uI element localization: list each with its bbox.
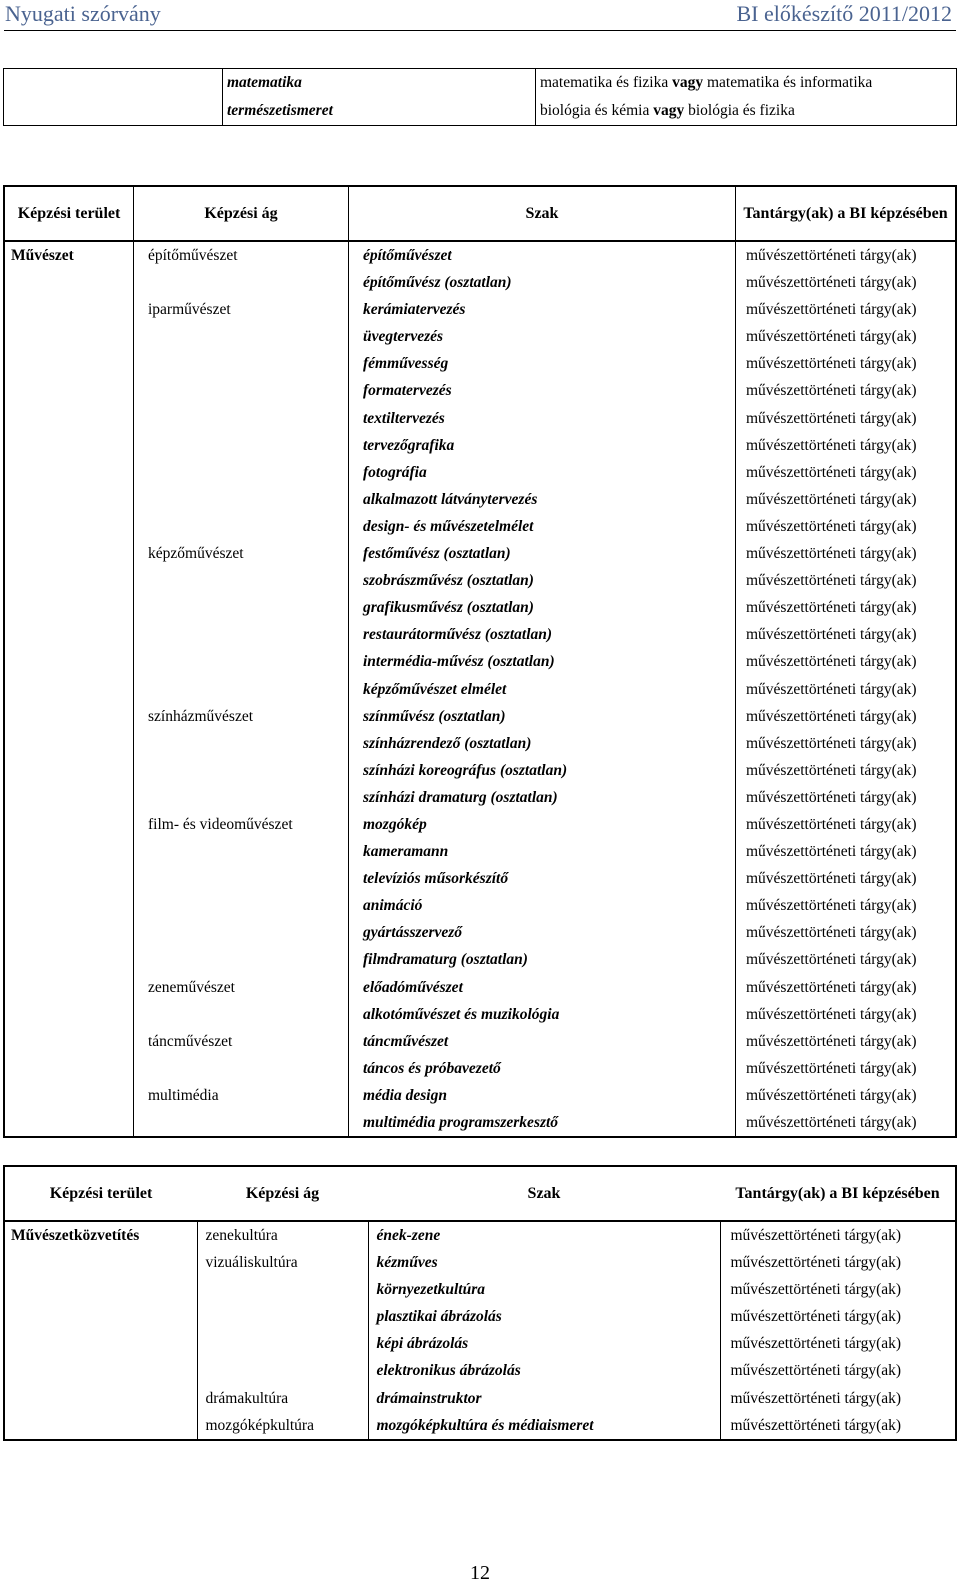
subject-cell: művészettörténeti tárgy(ak) <box>746 355 917 373</box>
area-cell <box>4 405 134 432</box>
table-header-row <box>4 1166 956 1221</box>
table-row <box>4 1330 956 1357</box>
branch-cell <box>134 838 349 865</box>
subject-cell: művészettörténeti tárgy(ak) <box>746 680 917 698</box>
area-cell <box>4 757 134 784</box>
header-branch: Képzési ág <box>197 1166 368 1221</box>
table-row <box>4 567 956 594</box>
table-row <box>4 865 956 892</box>
table-row <box>4 1249 956 1276</box>
program-cell: üvegtervezés <box>349 323 736 350</box>
area-cell <box>4 377 134 404</box>
subject-cell: művészettörténeti tárgy(ak) <box>746 761 917 779</box>
branch-cell <box>134 946 349 973</box>
branch-cell <box>134 621 349 648</box>
subject-cell: művészettörténeti tárgy(ak) <box>746 788 917 806</box>
subject-cell: művészettörténeti tárgy(ak) <box>746 1086 917 1104</box>
area-cell <box>4 865 134 892</box>
table-row <box>4 811 956 838</box>
subject-cell: művészettörténeti tárgy(ak) <box>746 545 917 563</box>
table-row <box>4 730 956 757</box>
program-cell: táncos és próbavezető <box>349 1055 736 1082</box>
branch-cell: film- és videoművészet <box>134 811 349 838</box>
header-subject: Tantárgy(ak) a BI képzésében <box>720 1166 956 1221</box>
program-cell: grafikusművész (osztatlan) <box>349 594 736 621</box>
header-right-title: BI előkészítő 2011/2012 <box>736 1 952 26</box>
area-cell <box>4 1001 134 1028</box>
subject-cell: művészettörténeti tárgy(ak) <box>730 1335 902 1353</box>
area-cell <box>4 594 134 621</box>
program-cell: színházrendező (osztatlan) <box>349 730 736 757</box>
program-cell: alkotóművészet és muzikológia <box>349 1001 736 1028</box>
subject-cell: művészettörténeti tárgy(ak) <box>746 328 917 346</box>
branch-cell: drámakultúra <box>197 1385 368 1412</box>
branch-cell <box>134 567 349 594</box>
branch-cell: vizuáliskultúra <box>197 1249 368 1276</box>
branch-cell <box>197 1330 368 1357</box>
subject-cell: művészettörténeti tárgy(ak) <box>746 978 917 996</box>
table-row <box>4 1412 956 1440</box>
table-row <box>4 974 956 1001</box>
program-cell: mozgókép <box>349 811 736 838</box>
area-cell <box>4 432 134 459</box>
program-cell: textiltervezés <box>349 405 736 432</box>
branch-cell <box>134 1109 349 1137</box>
branch-cell <box>134 405 349 432</box>
branch-cell <box>134 1055 349 1082</box>
area-cell: Művészet <box>4 241 134 269</box>
empty-cell <box>4 69 223 98</box>
area-cell <box>4 1330 197 1357</box>
subject-cell: művészettörténeti tárgy(ak) <box>730 1362 902 1380</box>
art-mediation-programs-table <box>3 1165 957 1441</box>
subject-cell: művészettörténeti tárgy(ak) <box>746 653 917 671</box>
table-row <box>4 540 956 567</box>
area-cell <box>4 1082 134 1109</box>
branch-cell: építőművészet <box>134 241 349 269</box>
branch-cell <box>134 1001 349 1028</box>
program-cell: építőművészet <box>349 241 736 269</box>
program-cell: filmdramaturg (osztatlan) <box>349 946 736 973</box>
area-cell <box>4 811 134 838</box>
conjunction-text: vagy <box>672 74 704 91</box>
area-cell <box>4 1028 134 1055</box>
program-cell: ének-zene <box>368 1221 720 1249</box>
subject-cell: művészettörténeti tárgy(ak) <box>746 626 917 644</box>
table-row <box>4 1303 956 1330</box>
area-cell <box>4 946 134 973</box>
subject-cell: művészettörténeti tárgy(ak) <box>746 843 917 861</box>
subject-cell: művészettörténeti tárgy(ak) <box>730 1416 902 1434</box>
program-cell: festőművész (osztatlan) <box>349 540 736 567</box>
header-area: Képzési terület <box>4 1166 197 1221</box>
branch-cell: táncművészet <box>134 1028 349 1055</box>
header-subject: Tantárgy(ak) a BI képzésében <box>736 186 957 241</box>
program-cell: szobrászművész (osztatlan) <box>349 567 736 594</box>
area-cell <box>4 648 134 675</box>
table-row <box>4 350 956 377</box>
program-cell: tervezőgrafika <box>349 432 736 459</box>
table-row <box>4 1082 956 1109</box>
area-cell <box>4 1109 134 1137</box>
header-left-title: Nyugati szórvány <box>5 1 161 26</box>
page-number: 12 <box>470 1562 490 1584</box>
program-cell: mozgóképkultúra és médiaismeret <box>368 1412 720 1440</box>
table-row <box>4 648 956 675</box>
branch-cell: zeneművészet <box>134 974 349 1001</box>
branch-cell <box>134 757 349 784</box>
program-cell: média design <box>349 1082 736 1109</box>
header-program: Szak <box>349 186 736 241</box>
branch-cell: iparművészet <box>134 296 349 323</box>
area-cell <box>4 703 134 730</box>
program-cell: televíziós műsorkészítő <box>349 865 736 892</box>
area-cell <box>4 919 134 946</box>
table-row <box>4 1028 956 1055</box>
table-row <box>4 703 956 730</box>
table-row <box>4 946 956 973</box>
branch-cell: zenekultúra <box>197 1221 368 1249</box>
table-row <box>4 1055 956 1082</box>
area-cell <box>4 459 134 486</box>
program-cell: formatervezés <box>349 377 736 404</box>
table-row <box>4 1276 956 1303</box>
program-cell: környezetkultúra <box>368 1276 720 1303</box>
table-row <box>4 676 956 703</box>
branch-cell <box>134 594 349 621</box>
subject-cell: matematika <box>223 69 536 98</box>
program-cell: drámainstruktor <box>368 1385 720 1412</box>
table-row <box>4 1109 956 1137</box>
subject-cell: művészettörténeti tárgy(ak) <box>746 409 917 427</box>
table-row <box>4 432 956 459</box>
program-cell: multimédia programszerkesztő <box>349 1109 736 1137</box>
subject-cell: művészettörténeti tárgy(ak) <box>730 1227 902 1244</box>
subject-cell: természetismeret <box>223 97 536 126</box>
subject-cell: művészettörténeti tárgy(ak) <box>730 1308 902 1326</box>
empty-cell <box>4 97 223 126</box>
program-cell: színházi koreográfus (osztatlan) <box>349 757 736 784</box>
program-cell: táncművészet <box>349 1028 736 1055</box>
branch-cell <box>134 648 349 675</box>
table-row <box>4 97 957 126</box>
program-cell: képi ábrázolás <box>368 1330 720 1357</box>
subject-cell: művészettörténeti tárgy(ak) <box>746 734 917 752</box>
area-cell <box>4 486 134 513</box>
subject-cell: művészettörténeti tárgy(ak) <box>746 1059 917 1077</box>
option-text: biológia és fizika <box>684 102 795 119</box>
subject-cell: művészettörténeti tárgy(ak) <box>746 870 917 888</box>
table-row <box>4 1385 956 1412</box>
area-cell <box>4 1249 197 1276</box>
subject-cell: művészettörténeti tárgy(ak) <box>730 1281 902 1299</box>
branch-cell <box>134 432 349 459</box>
program-cell: animáció <box>349 892 736 919</box>
area-cell: Művészetközvetítés <box>4 1221 197 1249</box>
area-cell <box>4 1055 134 1082</box>
conjunction-text: vagy <box>653 102 685 119</box>
branch-cell <box>134 459 349 486</box>
table-row <box>4 621 956 648</box>
option-text: biológia és kémia <box>540 102 654 119</box>
area-cell <box>4 1385 197 1412</box>
branch-cell: képzőművészet <box>134 540 349 567</box>
header-branch: Képzési ág <box>134 186 349 241</box>
subject-cell: művészettörténeti tárgy(ak) <box>746 301 917 319</box>
option-text: matematika és fizika <box>540 74 673 91</box>
subject-cell: művészettörténeti tárgy(ak) <box>730 1254 902 1272</box>
branch-cell <box>197 1276 368 1303</box>
branch-cell <box>134 676 349 703</box>
area-cell <box>4 513 134 540</box>
branch-cell <box>134 513 349 540</box>
area-cell <box>4 974 134 1001</box>
program-cell: építőművész (osztatlan) <box>349 269 736 296</box>
branch-cell: színházművészet <box>134 703 349 730</box>
subject-cell: művészettörténeti tárgy(ak) <box>746 463 917 481</box>
area-cell <box>4 730 134 757</box>
table-row <box>4 69 957 98</box>
program-cell: elektronikus ábrázolás <box>368 1357 720 1384</box>
subject-cell: művészettörténeti tárgy(ak) <box>746 951 917 969</box>
subject-cell: művészettörténeti tárgy(ak) <box>746 382 917 400</box>
program-cell: fotográfia <box>349 459 736 486</box>
program-cell: előadóművészet <box>349 974 736 1001</box>
area-cell <box>4 838 134 865</box>
area-cell <box>4 269 134 296</box>
branch-cell <box>134 350 349 377</box>
subject-cell: művészettörténeti tárgy(ak) <box>746 924 917 942</box>
program-cell: kameramann <box>349 838 736 865</box>
table-row <box>4 919 956 946</box>
branch-cell <box>134 323 349 350</box>
program-cell: intermédia-művész (osztatlan) <box>349 648 736 675</box>
program-cell: fémművesség <box>349 350 736 377</box>
header-area: Képzési terület <box>4 186 134 241</box>
subject-cell: művészettörténeti tárgy(ak) <box>730 1389 902 1407</box>
subject-cell: művészettörténeti tárgy(ak) <box>746 1032 917 1050</box>
area-cell <box>4 1412 197 1440</box>
branch-cell: mozgóképkultúra <box>197 1412 368 1440</box>
area-cell <box>4 1357 197 1384</box>
program-cell: plasztikai ábrázolás <box>368 1303 720 1330</box>
branch-cell <box>197 1357 368 1384</box>
subject-cell: művészettörténeti tárgy(ak) <box>746 897 917 915</box>
area-cell <box>4 323 134 350</box>
subject-cell: művészettörténeti tárgy(ak) <box>746 517 917 535</box>
table-row <box>4 1221 956 1249</box>
branch-cell <box>134 377 349 404</box>
table-row <box>4 296 956 323</box>
area-cell <box>4 892 134 919</box>
table-row <box>4 784 956 811</box>
subject-cell: művészettörténeti tárgy(ak) <box>746 1114 917 1131</box>
table-row <box>4 838 956 865</box>
area-cell <box>4 1303 197 1330</box>
program-cell: színművész (osztatlan) <box>349 703 736 730</box>
table-row <box>4 1357 956 1384</box>
subject-cell: művészettörténeti tárgy(ak) <box>746 572 917 590</box>
program-cell: kézműves <box>368 1249 720 1276</box>
header-program: Szak <box>368 1166 720 1221</box>
table-row <box>4 459 956 486</box>
program-cell: design- és művészetelmélet <box>349 513 736 540</box>
table-row <box>4 323 956 350</box>
branch-cell <box>134 919 349 946</box>
area-cell <box>4 621 134 648</box>
options-cell <box>536 97 957 126</box>
table-row <box>4 405 956 432</box>
subject-cell: művészettörténeti tárgy(ak) <box>746 274 917 292</box>
table-row <box>4 594 956 621</box>
table-header-row <box>4 186 956 241</box>
branch-cell: multimédia <box>134 1082 349 1109</box>
area-cell <box>4 567 134 594</box>
area-cell <box>4 1276 197 1303</box>
table-row <box>4 757 956 784</box>
area-cell <box>4 540 134 567</box>
option-text: matematika és informatika <box>703 74 873 91</box>
program-cell: kerámiatervezés <box>349 296 736 323</box>
subject-cell: művészettörténeti tárgy(ak) <box>746 707 917 725</box>
branch-cell <box>134 865 349 892</box>
table-row <box>4 1001 956 1028</box>
branch-cell <box>134 784 349 811</box>
table-row <box>4 377 956 404</box>
branch-cell <box>134 486 349 513</box>
table-row <box>4 892 956 919</box>
options-cell <box>536 69 957 98</box>
branch-cell <box>134 892 349 919</box>
area-cell <box>4 676 134 703</box>
branch-cell <box>134 730 349 757</box>
program-cell: alkalmazott látványtervezés <box>349 486 736 513</box>
table-row <box>4 269 956 296</box>
subject-cell: művészettörténeti tárgy(ak) <box>746 815 917 833</box>
area-cell <box>4 350 134 377</box>
subject-requirements-table <box>3 68 957 126</box>
subject-cell: művészettörténeti tárgy(ak) <box>746 436 917 454</box>
area-cell <box>4 296 134 323</box>
program-cell: képzőművészet elmélet <box>349 676 736 703</box>
area-cell <box>4 784 134 811</box>
table-row <box>4 241 956 269</box>
table-row <box>4 486 956 513</box>
subject-cell: művészettörténeti tárgy(ak) <box>746 247 917 264</box>
header-rule <box>4 30 956 31</box>
branch-cell <box>134 269 349 296</box>
program-cell: színházi dramaturg (osztatlan) <box>349 784 736 811</box>
subject-cell: művészettörténeti tárgy(ak) <box>746 490 917 508</box>
subject-cell: művészettörténeti tárgy(ak) <box>746 599 917 617</box>
subject-cell: művészettörténeti tárgy(ak) <box>746 1005 917 1023</box>
art-programs-table <box>3 185 957 1138</box>
program-cell: restaurátorművész (osztatlan) <box>349 621 736 648</box>
table-row <box>4 513 956 540</box>
branch-cell <box>197 1303 368 1330</box>
program-cell: gyártásszervező <box>349 919 736 946</box>
